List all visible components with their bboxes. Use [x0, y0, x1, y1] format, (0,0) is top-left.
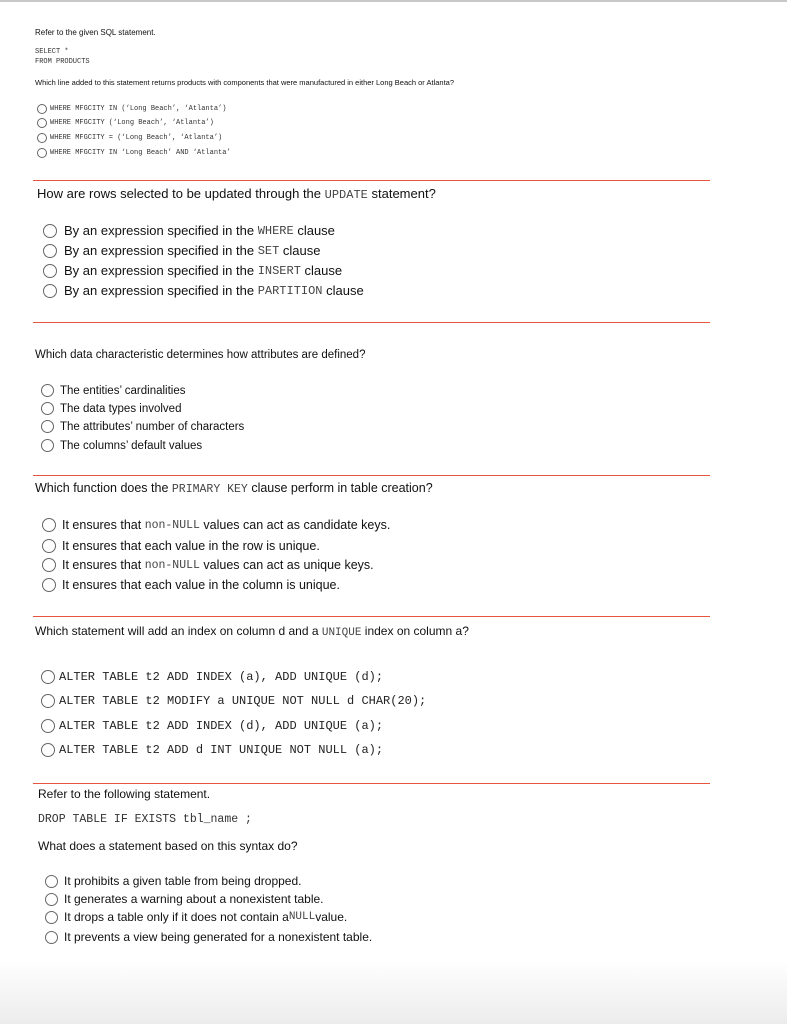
q6-option-3-post: value.	[315, 910, 348, 924]
q2-option-4-pre: By an expression specified in the	[64, 283, 255, 298]
q5-option-3-label: ALTER TABLE t2 ADD INDEX (d), ADD UNIQUE (a);	[59, 719, 384, 733]
q6-option-4-label: It prevents a view being generated for a nonexistent table.	[64, 930, 373, 944]
q4-option-3-post: values can act as unique keys.	[203, 558, 374, 572]
q4-question-pre: Which function does the	[35, 481, 169, 495]
radio-button[interactable]	[41, 719, 55, 733]
divider	[33, 475, 710, 476]
q2-option-1[interactable]	[43, 223, 335, 238]
radio-button[interactable]	[41, 439, 54, 452]
q5-option-4-label: ALTER TABLE t2 ADD d INT UNIQUE NOT NULL (a);	[59, 743, 384, 757]
q2-option-2[interactable]	[43, 243, 321, 258]
q6-option-1[interactable]	[45, 874, 301, 888]
radio-button[interactable]	[42, 558, 56, 572]
q3-option-1[interactable]	[41, 384, 186, 397]
q1-option-2-label: WHERE MFGCITY (‘Long Beach’, ‘Atlanta’)	[50, 119, 214, 127]
q1-code-line-2: FROM PRODUCTS	[35, 58, 90, 66]
radio-button[interactable]	[45, 931, 58, 944]
q5-option-1-label: ALTER TABLE t2 ADD INDEX (a), ADD UNIQUE (d);	[59, 670, 384, 684]
q3-option-2-label: The data types involved	[60, 402, 182, 415]
q4-option-1[interactable]	[42, 518, 390, 532]
q1-option-3-label: WHERE MFGCITY = (‘Long Beach’, ‘Atlanta’)	[50, 134, 223, 142]
q3-option-3[interactable]	[41, 420, 244, 433]
q3-option-1-label: The entities’ cardinalities	[60, 384, 186, 397]
q2-option-3-pre: By an expression specified in the	[64, 263, 255, 278]
radio-button[interactable]	[43, 284, 57, 298]
q3-option-2[interactable]	[41, 402, 181, 415]
radio-button[interactable]	[37, 104, 47, 114]
q2-option-1-pre: By an expression specified in the	[64, 223, 255, 238]
radio-button[interactable]	[37, 148, 47, 158]
q1-option-2[interactable]	[37, 118, 214, 128]
radio-button[interactable]	[42, 578, 56, 592]
radio-button[interactable]	[41, 670, 55, 684]
radio-button[interactable]	[42, 539, 56, 553]
radio-button[interactable]	[41, 420, 54, 433]
q4-option-3[interactable]	[42, 558, 374, 572]
q4-option-1-code: non-NULL	[144, 518, 200, 532]
q6-option-2-label: It generates a warning about a nonexistent table.	[64, 892, 324, 906]
radio-button[interactable]	[45, 911, 58, 924]
q3-option-3-label: The attributes’ number of characters	[60, 420, 245, 433]
q1-option-3[interactable]	[37, 133, 222, 143]
divider	[33, 180, 710, 181]
divider	[33, 616, 710, 617]
q4-question-code: PRIMARY KEY	[171, 483, 248, 496]
q2-option-3-post: clause	[304, 263, 343, 278]
q2-question	[37, 186, 436, 202]
q1-option-4-label: WHERE MFGCITY IN ‘Long Beach’ AND ‘Atlanta’	[50, 149, 231, 157]
q1-intro: Refer to the given SQL statement.	[35, 28, 156, 37]
q6-option-3[interactable]	[45, 910, 347, 924]
q2-question-code: UPDATE	[324, 188, 368, 202]
q2-question-pre: How are rows selected to be updated through the	[37, 186, 322, 201]
q1-question: Which line added to this statement returns products with components that were manufactured in either Long Beach or Atlanta?	[35, 78, 454, 87]
q6-code: DROP TABLE IF EXISTS tbl_name ;	[38, 813, 252, 826]
radio-button[interactable]	[43, 264, 57, 278]
radio-button[interactable]	[43, 244, 57, 258]
q4-option-4[interactable]	[42, 578, 340, 592]
q5-question-code: UNIQUE	[321, 627, 362, 639]
q5-question-post: index on column a?	[364, 624, 469, 638]
divider	[33, 322, 710, 323]
divider	[33, 783, 710, 784]
q4-question	[35, 481, 433, 496]
q1-option-1[interactable]	[37, 104, 226, 114]
q4-option-1-post: values can act as candidate keys.	[203, 518, 391, 532]
q3-option-4[interactable]	[41, 439, 202, 452]
q2-option-3-code: INSERT	[257, 263, 301, 278]
q5-option-1[interactable]	[41, 670, 383, 684]
q5-option-4[interactable]	[41, 743, 383, 757]
radio-button[interactable]	[37, 118, 47, 128]
q6-option-3-code: NULL	[288, 911, 316, 923]
q4-option-2-label: It ensures that each value in the row is unique.	[62, 539, 320, 553]
radio-button[interactable]	[43, 224, 57, 238]
q5-option-3[interactable]	[41, 719, 383, 733]
q3-option-4-label: The columns’ default values	[60, 439, 203, 452]
q6-option-2[interactable]	[45, 892, 324, 906]
q2-option-2-code: SET	[257, 243, 280, 258]
q4-option-2[interactable]	[42, 539, 320, 553]
q2-option-2-post: clause	[282, 243, 321, 258]
q2-option-2-pre: By an expression specified in the	[64, 243, 255, 258]
q3-question: Which data characteristic determines how attributes are defined?	[35, 349, 366, 361]
q6-option-4[interactable]	[45, 930, 372, 944]
radio-button[interactable]	[37, 133, 47, 143]
q5-option-2[interactable]	[41, 694, 426, 708]
q2-question-post: statement?	[371, 186, 436, 201]
q6-question: What does a statement based on this syntax do?	[38, 839, 298, 853]
q5-question	[35, 624, 469, 639]
q2-option-1-post: clause	[297, 223, 335, 238]
radio-button[interactable]	[41, 384, 54, 397]
q6-option-1-label: It prohibits a given table from being dropped.	[64, 874, 302, 888]
q4-question-post: clause perform in table creation?	[251, 481, 433, 495]
q6-option-3-pre: It drops a table only if it does not contain a	[64, 910, 289, 924]
radio-button[interactable]	[41, 694, 55, 708]
q6-intro: Refer to the following statement.	[38, 787, 211, 801]
q2-option-1-code: WHERE	[257, 223, 294, 238]
radio-button[interactable]	[45, 893, 58, 906]
q2-option-4-code: PARTITION	[257, 283, 323, 298]
q4-option-1-pre: It ensures that	[62, 518, 142, 532]
q2-option-3[interactable]	[43, 263, 342, 278]
q4-option-3-pre: It ensures that	[62, 558, 142, 572]
radio-button[interactable]	[42, 518, 56, 532]
page-bottom-shadow	[0, 960, 787, 1024]
top-border	[0, 0, 787, 2]
radio-button[interactable]	[41, 402, 54, 415]
q4-option-4-label: It ensures that each value in the column is unique.	[62, 578, 340, 592]
q2-option-4-post: clause	[326, 283, 364, 298]
q2-option-4[interactable]	[43, 283, 364, 298]
q4-option-3-code: non-NULL	[144, 558, 200, 572]
q1-option-1-label: WHERE MFGCITY IN (‘Long Beach’, ‘Atlanta’)	[50, 105, 227, 113]
radio-button[interactable]	[45, 875, 58, 888]
q1-code-line-1: SELECT *	[35, 48, 69, 56]
q1-option-4[interactable]	[37, 148, 231, 158]
radio-button[interactable]	[41, 743, 55, 757]
q5-question-pre: Which statement will add an index on column d and a	[35, 624, 319, 638]
q5-option-2-label: ALTER TABLE t2 MODIFY a UNIQUE NOT NULL d CHAR(20);	[59, 694, 427, 708]
